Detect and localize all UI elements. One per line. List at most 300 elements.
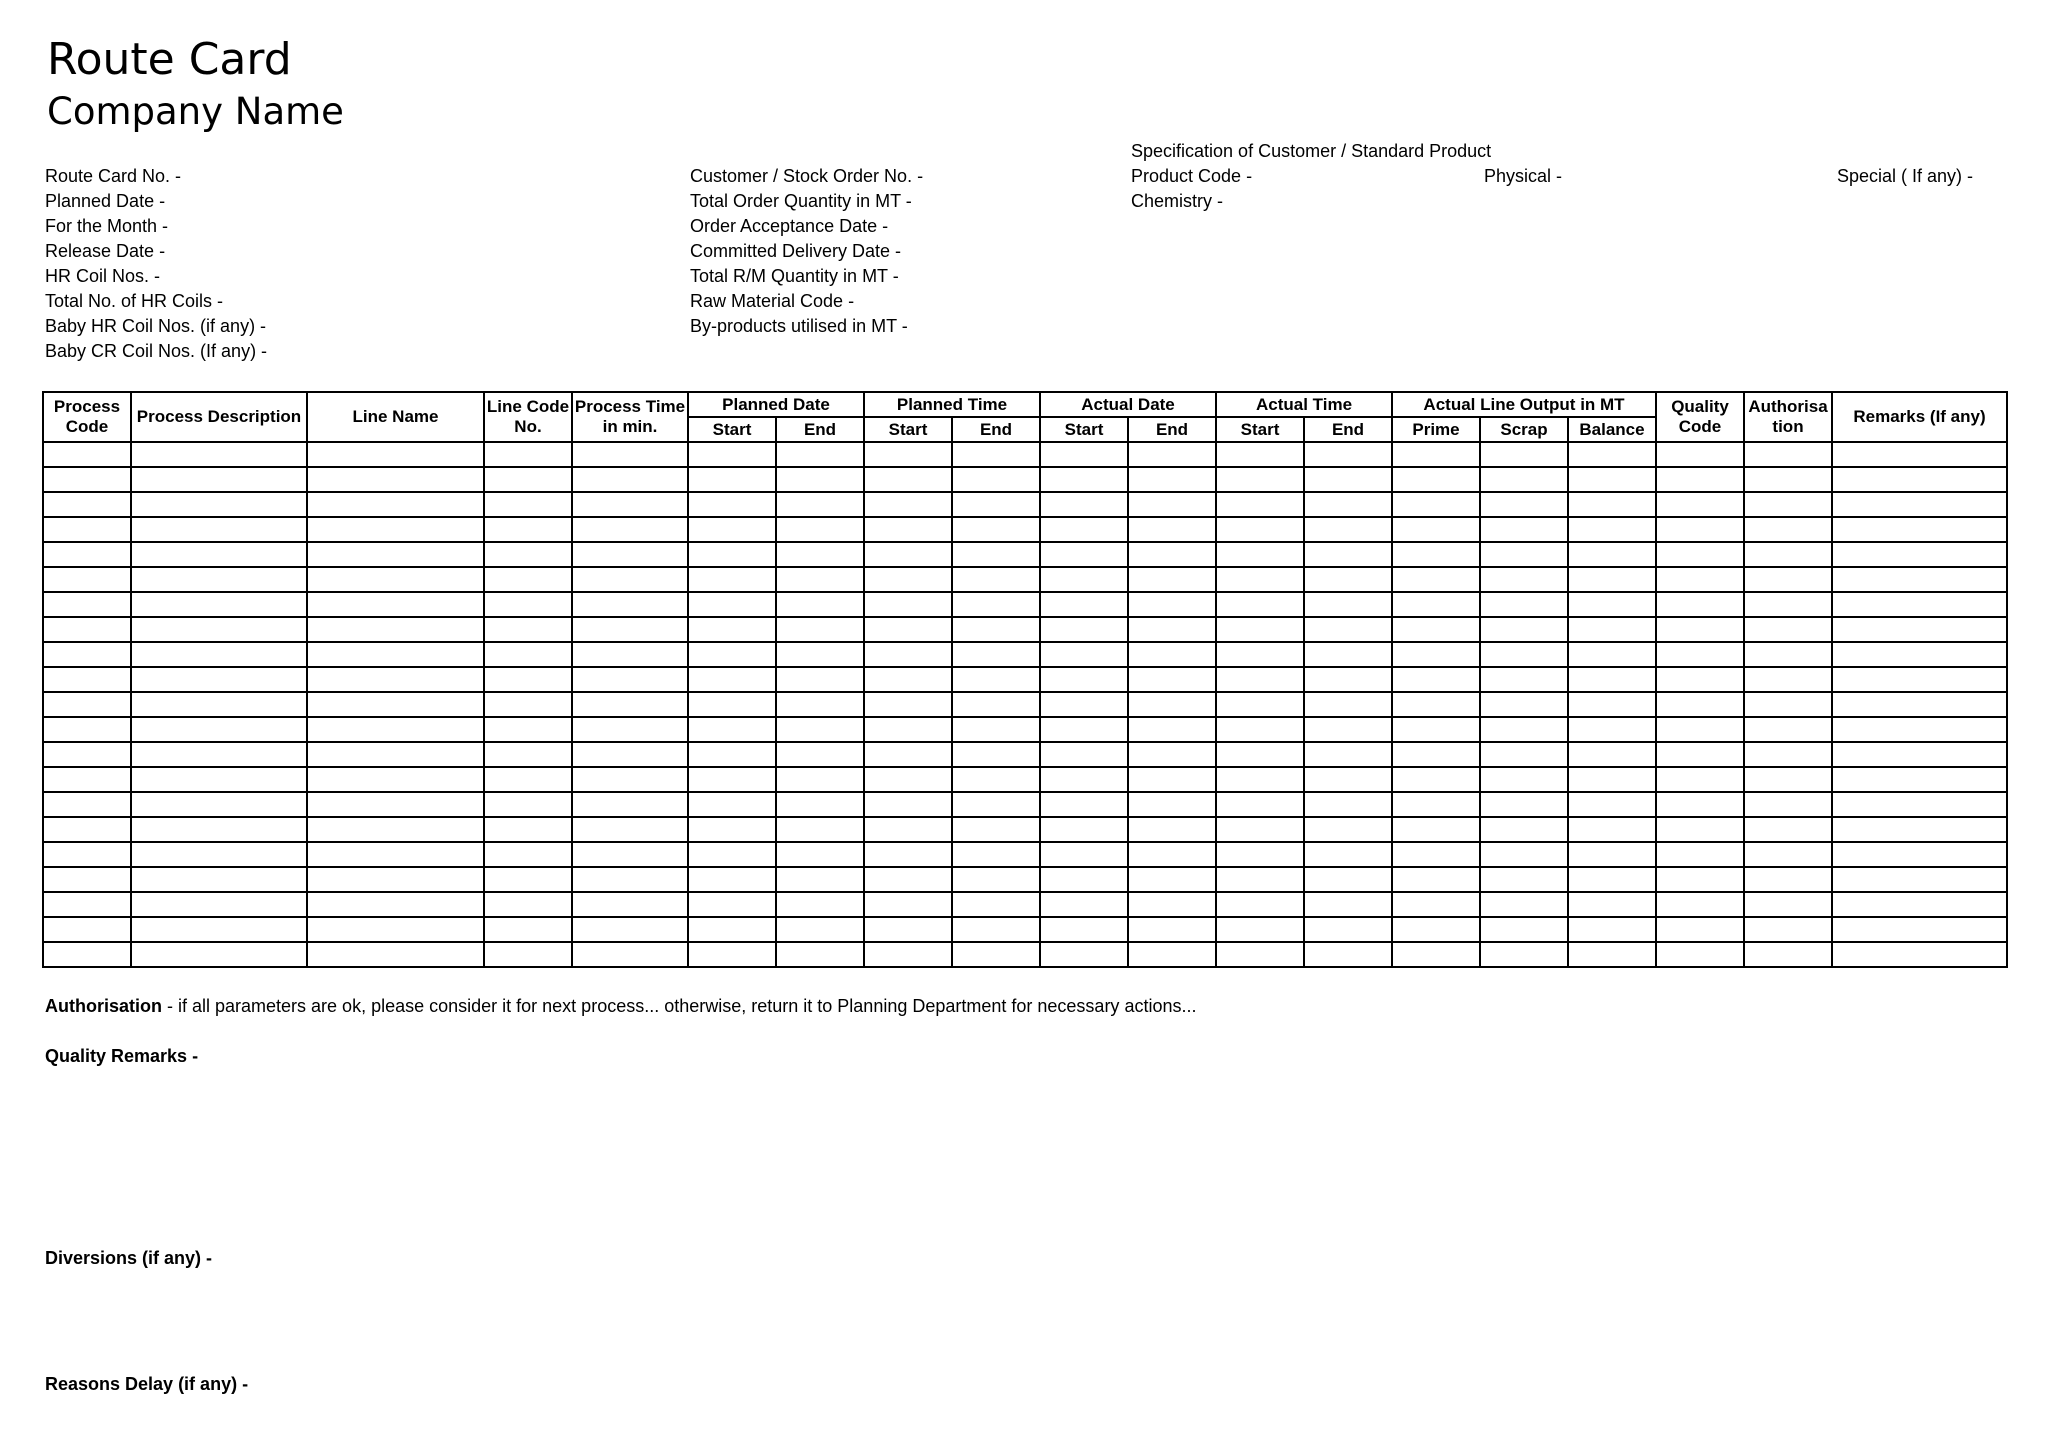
table-cell[interactable] bbox=[1040, 717, 1128, 742]
table-cell[interactable] bbox=[1216, 567, 1304, 592]
table-cell[interactable] bbox=[688, 842, 776, 867]
table-cell[interactable] bbox=[1744, 442, 1832, 467]
table-cell[interactable] bbox=[1656, 692, 1744, 717]
table-cell[interactable] bbox=[1656, 792, 1744, 817]
table-cell[interactable] bbox=[43, 492, 131, 517]
table-cell[interactable] bbox=[1304, 892, 1392, 917]
table-cell[interactable] bbox=[952, 717, 1040, 742]
table-cell[interactable] bbox=[1480, 642, 1568, 667]
table-cell[interactable] bbox=[1128, 742, 1216, 767]
table-cell[interactable] bbox=[688, 617, 776, 642]
table-cell[interactable] bbox=[1744, 817, 1832, 842]
table-cell[interactable] bbox=[1744, 467, 1832, 492]
table-cell[interactable] bbox=[1744, 742, 1832, 767]
table-cell[interactable] bbox=[131, 842, 307, 867]
table-cell[interactable] bbox=[572, 867, 688, 892]
table-cell[interactable] bbox=[1128, 567, 1216, 592]
table-cell[interactable] bbox=[776, 767, 864, 792]
table-cell[interactable] bbox=[131, 817, 307, 842]
table-cell[interactable] bbox=[131, 717, 307, 742]
table-cell[interactable] bbox=[1216, 642, 1304, 667]
table-cell[interactable] bbox=[1480, 667, 1568, 692]
table-cell[interactable] bbox=[484, 492, 572, 517]
table-cell[interactable] bbox=[131, 617, 307, 642]
table-cell[interactable] bbox=[1304, 792, 1392, 817]
table-cell[interactable] bbox=[1832, 842, 2007, 867]
table-cell[interactable] bbox=[1832, 492, 2007, 517]
table-cell[interactable] bbox=[1568, 917, 1656, 942]
table-cell[interactable] bbox=[43, 517, 131, 542]
table-cell[interactable] bbox=[572, 742, 688, 767]
table-cell[interactable] bbox=[572, 767, 688, 792]
table-cell[interactable] bbox=[484, 892, 572, 917]
table-cell[interactable] bbox=[1216, 767, 1304, 792]
table-cell[interactable] bbox=[1480, 842, 1568, 867]
table-cell[interactable] bbox=[1656, 892, 1744, 917]
table-cell[interactable] bbox=[572, 642, 688, 667]
table-cell[interactable] bbox=[1480, 617, 1568, 642]
table-cell[interactable] bbox=[131, 692, 307, 717]
field-by-products[interactable]: By-products utilised in MT - bbox=[690, 316, 908, 336]
table-cell[interactable] bbox=[864, 792, 952, 817]
table-cell[interactable] bbox=[688, 892, 776, 917]
table-cell[interactable] bbox=[1304, 942, 1392, 967]
table-cell[interactable] bbox=[1040, 742, 1128, 767]
reasons-delay-label[interactable]: Reasons Delay (if any) - bbox=[45, 1374, 249, 1394]
table-cell[interactable] bbox=[43, 842, 131, 867]
table-cell[interactable] bbox=[1216, 942, 1304, 967]
table-cell[interactable] bbox=[572, 692, 688, 717]
table-cell[interactable] bbox=[484, 817, 572, 842]
table-cell[interactable] bbox=[131, 867, 307, 892]
table-cell[interactable] bbox=[1392, 642, 1480, 667]
table-cell[interactable] bbox=[688, 717, 776, 742]
table-cell[interactable] bbox=[1128, 642, 1216, 667]
table-cell[interactable] bbox=[1216, 792, 1304, 817]
table-cell[interactable] bbox=[131, 917, 307, 942]
table-cell[interactable] bbox=[1392, 942, 1480, 967]
table-cell[interactable] bbox=[1304, 467, 1392, 492]
table-cell[interactable] bbox=[1480, 767, 1568, 792]
table-cell[interactable] bbox=[1392, 842, 1480, 867]
table-cell[interactable] bbox=[572, 592, 688, 617]
table-cell[interactable] bbox=[864, 867, 952, 892]
table-cell[interactable] bbox=[307, 467, 484, 492]
table-cell[interactable] bbox=[688, 742, 776, 767]
table-cell[interactable] bbox=[1392, 817, 1480, 842]
table-cell[interactable] bbox=[1040, 842, 1128, 867]
table-cell[interactable] bbox=[1128, 817, 1216, 842]
table-cell[interactable] bbox=[572, 792, 688, 817]
field-baby-cr-coil[interactable]: Baby CR Coil Nos. (If any) - bbox=[45, 341, 268, 361]
table-cell[interactable] bbox=[307, 592, 484, 617]
table-cell[interactable] bbox=[1392, 717, 1480, 742]
table-cell[interactable] bbox=[1040, 442, 1128, 467]
table-cell[interactable] bbox=[131, 792, 307, 817]
table-cell[interactable] bbox=[1656, 942, 1744, 967]
table-cell[interactable] bbox=[1304, 617, 1392, 642]
table-cell[interactable] bbox=[1480, 917, 1568, 942]
table-cell[interactable] bbox=[131, 442, 307, 467]
table-cell[interactable] bbox=[1128, 917, 1216, 942]
table-cell[interactable] bbox=[1392, 567, 1480, 592]
table-cell[interactable] bbox=[1040, 667, 1128, 692]
table-cell[interactable] bbox=[43, 767, 131, 792]
table-cell[interactable] bbox=[1568, 592, 1656, 617]
table-cell[interactable] bbox=[1128, 942, 1216, 967]
table-cell[interactable] bbox=[1568, 442, 1656, 467]
table-cell[interactable] bbox=[1480, 442, 1568, 467]
table-cell[interactable] bbox=[688, 517, 776, 542]
table-cell[interactable] bbox=[572, 567, 688, 592]
table-cell[interactable] bbox=[1568, 667, 1656, 692]
field-hr-coil-nos[interactable]: HR Coil Nos. - bbox=[45, 266, 161, 286]
table-cell[interactable] bbox=[307, 742, 484, 767]
table-cell[interactable] bbox=[1128, 842, 1216, 867]
table-cell[interactable] bbox=[484, 642, 572, 667]
table-cell[interactable] bbox=[1216, 917, 1304, 942]
table-cell[interactable] bbox=[484, 467, 572, 492]
field-special[interactable]: Special ( If any) - bbox=[1837, 166, 1974, 186]
table-cell[interactable] bbox=[1040, 642, 1128, 667]
table-cell[interactable] bbox=[1216, 742, 1304, 767]
table-cell[interactable] bbox=[1128, 442, 1216, 467]
table-cell[interactable] bbox=[43, 742, 131, 767]
table-cell[interactable] bbox=[1744, 542, 1832, 567]
table-cell[interactable] bbox=[307, 667, 484, 692]
table-cell[interactable] bbox=[484, 692, 572, 717]
table-cell[interactable] bbox=[1744, 642, 1832, 667]
table-cell[interactable] bbox=[1832, 942, 2007, 967]
table-cell[interactable] bbox=[1040, 617, 1128, 642]
table-cell[interactable] bbox=[1128, 867, 1216, 892]
table-cell[interactable] bbox=[1656, 717, 1744, 742]
table-cell[interactable] bbox=[1392, 892, 1480, 917]
table-cell[interactable] bbox=[1744, 792, 1832, 817]
table-cell[interactable] bbox=[1656, 742, 1744, 767]
table-cell[interactable] bbox=[1568, 767, 1656, 792]
table-cell[interactable] bbox=[1656, 867, 1744, 892]
table-cell[interactable] bbox=[1304, 567, 1392, 592]
table-cell[interactable] bbox=[1216, 717, 1304, 742]
table-cell[interactable] bbox=[1480, 792, 1568, 817]
table-cell[interactable] bbox=[1040, 592, 1128, 617]
table-cell[interactable] bbox=[43, 717, 131, 742]
table-cell[interactable] bbox=[1304, 742, 1392, 767]
table-cell[interactable] bbox=[307, 767, 484, 792]
table-cell[interactable] bbox=[952, 442, 1040, 467]
table-cell[interactable] bbox=[1744, 942, 1832, 967]
field-customer-order-no[interactable]: Customer / Stock Order No. - bbox=[690, 166, 924, 186]
table-cell[interactable] bbox=[43, 442, 131, 467]
table-cell[interactable] bbox=[43, 692, 131, 717]
table-cell[interactable] bbox=[484, 742, 572, 767]
table-cell[interactable] bbox=[1480, 517, 1568, 542]
table-cell[interactable] bbox=[1832, 517, 2007, 542]
table-cell[interactable] bbox=[1568, 642, 1656, 667]
field-committed-delivery-date[interactable]: Committed Delivery Date - bbox=[690, 241, 902, 261]
table-cell[interactable] bbox=[1128, 492, 1216, 517]
table-cell[interactable] bbox=[1040, 942, 1128, 967]
table-cell[interactable] bbox=[776, 817, 864, 842]
table-cell[interactable] bbox=[688, 917, 776, 942]
table-cell[interactable] bbox=[1568, 517, 1656, 542]
table-cell[interactable] bbox=[952, 842, 1040, 867]
table-cell[interactable] bbox=[1832, 442, 2007, 467]
table-cell[interactable] bbox=[1832, 642, 2007, 667]
table-cell[interactable] bbox=[484, 442, 572, 467]
table-cell[interactable] bbox=[688, 692, 776, 717]
table-cell[interactable] bbox=[1568, 617, 1656, 642]
table-cell[interactable] bbox=[1128, 767, 1216, 792]
table-cell[interactable] bbox=[688, 942, 776, 967]
table-cell[interactable] bbox=[131, 567, 307, 592]
table-cell[interactable] bbox=[484, 767, 572, 792]
table-cell[interactable] bbox=[864, 892, 952, 917]
table-cell[interactable] bbox=[1392, 667, 1480, 692]
field-route-card-no[interactable]: Route Card No. - bbox=[45, 166, 182, 186]
table-cell[interactable] bbox=[1832, 742, 2007, 767]
table-cell[interactable] bbox=[952, 617, 1040, 642]
table-cell[interactable] bbox=[952, 542, 1040, 567]
table-cell[interactable] bbox=[1216, 842, 1304, 867]
table-cell[interactable] bbox=[307, 642, 484, 667]
table-cell[interactable] bbox=[1744, 717, 1832, 742]
table-cell[interactable] bbox=[688, 442, 776, 467]
field-planned-date[interactable]: Planned Date - bbox=[45, 191, 166, 211]
table-cell[interactable] bbox=[572, 667, 688, 692]
table-cell[interactable] bbox=[1128, 592, 1216, 617]
table-cell[interactable] bbox=[572, 817, 688, 842]
table-cell[interactable] bbox=[776, 467, 864, 492]
field-total-hr-coils[interactable]: Total No. of HR Coils - bbox=[45, 291, 224, 311]
table-cell[interactable] bbox=[484, 567, 572, 592]
table-cell[interactable] bbox=[1480, 592, 1568, 617]
field-product-code[interactable]: Product Code - bbox=[1131, 166, 1253, 186]
table-cell[interactable] bbox=[484, 942, 572, 967]
table-cell[interactable] bbox=[1216, 617, 1304, 642]
table-cell[interactable] bbox=[1480, 867, 1568, 892]
table-cell[interactable] bbox=[572, 442, 688, 467]
table-cell[interactable] bbox=[1128, 892, 1216, 917]
table-cell[interactable] bbox=[1568, 467, 1656, 492]
table-cell[interactable] bbox=[688, 567, 776, 592]
field-physical[interactable]: Physical - bbox=[1484, 166, 1563, 186]
table-cell[interactable] bbox=[1392, 442, 1480, 467]
table-cell[interactable] bbox=[1656, 842, 1744, 867]
table-cell[interactable] bbox=[1040, 867, 1128, 892]
table-cell[interactable] bbox=[307, 942, 484, 967]
table-cell[interactable] bbox=[688, 867, 776, 892]
table-cell[interactable] bbox=[1744, 842, 1832, 867]
table-cell[interactable] bbox=[307, 617, 484, 642]
table-cell[interactable] bbox=[1128, 467, 1216, 492]
quality-remarks-label[interactable]: Quality Remarks - bbox=[45, 1046, 199, 1066]
table-cell[interactable] bbox=[1216, 867, 1304, 892]
table-cell[interactable] bbox=[572, 542, 688, 567]
table-cell[interactable] bbox=[864, 642, 952, 667]
table-cell[interactable] bbox=[43, 542, 131, 567]
table-cell[interactable] bbox=[307, 542, 484, 567]
table-cell[interactable] bbox=[484, 867, 572, 892]
table-cell[interactable] bbox=[1128, 617, 1216, 642]
table-cell[interactable] bbox=[1216, 517, 1304, 542]
table-cell[interactable] bbox=[776, 667, 864, 692]
table-cell[interactable] bbox=[864, 742, 952, 767]
table-cell[interactable] bbox=[572, 917, 688, 942]
diversions-label[interactable]: Diversions (if any) - bbox=[45, 1248, 213, 1268]
table-cell[interactable] bbox=[1216, 892, 1304, 917]
table-cell[interactable] bbox=[43, 667, 131, 692]
table-cell[interactable] bbox=[688, 542, 776, 567]
field-baby-hr-coil[interactable]: Baby HR Coil Nos. (if any) - bbox=[45, 316, 267, 336]
table-cell[interactable] bbox=[1304, 842, 1392, 867]
table-cell[interactable] bbox=[572, 842, 688, 867]
table-cell[interactable] bbox=[1304, 917, 1392, 942]
table-cell[interactable] bbox=[1040, 917, 1128, 942]
table-cell[interactable] bbox=[776, 892, 864, 917]
table-cell[interactable] bbox=[1040, 467, 1128, 492]
table-cell[interactable] bbox=[1568, 492, 1656, 517]
table-cell[interactable] bbox=[43, 817, 131, 842]
table-cell[interactable] bbox=[1128, 667, 1216, 692]
table-cell[interactable] bbox=[1304, 642, 1392, 667]
table-cell[interactable] bbox=[864, 567, 952, 592]
table-cell[interactable] bbox=[776, 592, 864, 617]
table-cell[interactable] bbox=[1656, 667, 1744, 692]
table-cell[interactable] bbox=[1832, 592, 2007, 617]
table-cell[interactable] bbox=[1656, 617, 1744, 642]
table-cell[interactable] bbox=[1040, 692, 1128, 717]
table-cell[interactable] bbox=[43, 642, 131, 667]
table-cell[interactable] bbox=[688, 467, 776, 492]
table-cell[interactable] bbox=[1392, 767, 1480, 792]
table-cell[interactable] bbox=[1392, 517, 1480, 542]
table-cell[interactable] bbox=[1656, 592, 1744, 617]
table-cell[interactable] bbox=[1656, 642, 1744, 667]
table-cell[interactable] bbox=[1392, 692, 1480, 717]
table-cell[interactable] bbox=[1744, 517, 1832, 542]
table-cell[interactable] bbox=[484, 592, 572, 617]
table-cell[interactable] bbox=[572, 617, 688, 642]
table-cell[interactable] bbox=[1832, 717, 2007, 742]
table-cell[interactable] bbox=[307, 492, 484, 517]
table-cell[interactable] bbox=[776, 842, 864, 867]
table-cell[interactable] bbox=[952, 642, 1040, 667]
table-cell[interactable] bbox=[131, 742, 307, 767]
table-cell[interactable] bbox=[1568, 842, 1656, 867]
table-cell[interactable] bbox=[1480, 567, 1568, 592]
table-cell[interactable] bbox=[776, 517, 864, 542]
table-cell[interactable] bbox=[1128, 792, 1216, 817]
table-cell[interactable] bbox=[1656, 517, 1744, 542]
table-cell[interactable] bbox=[131, 667, 307, 692]
table-cell[interactable] bbox=[1304, 817, 1392, 842]
table-cell[interactable] bbox=[1040, 542, 1128, 567]
table-cell[interactable] bbox=[776, 717, 864, 742]
table-cell[interactable] bbox=[43, 942, 131, 967]
table-cell[interactable] bbox=[307, 917, 484, 942]
table-cell[interactable] bbox=[864, 492, 952, 517]
table-cell[interactable] bbox=[1656, 817, 1744, 842]
table-cell[interactable] bbox=[1568, 892, 1656, 917]
table-cell[interactable] bbox=[776, 917, 864, 942]
table-cell[interactable] bbox=[864, 842, 952, 867]
table-cell[interactable] bbox=[1040, 792, 1128, 817]
table-cell[interactable] bbox=[1568, 867, 1656, 892]
table-cell[interactable] bbox=[572, 892, 688, 917]
table-cell[interactable] bbox=[1744, 592, 1832, 617]
table-cell[interactable] bbox=[1744, 667, 1832, 692]
table-cell[interactable] bbox=[864, 692, 952, 717]
table-cell[interactable] bbox=[131, 492, 307, 517]
field-total-order-qty[interactable]: Total Order Quantity in MT - bbox=[690, 191, 912, 211]
table-cell[interactable] bbox=[776, 792, 864, 817]
table-cell[interactable] bbox=[1568, 792, 1656, 817]
table-cell[interactable] bbox=[1216, 492, 1304, 517]
table-cell[interactable] bbox=[43, 592, 131, 617]
table-cell[interactable] bbox=[776, 692, 864, 717]
table-cell[interactable] bbox=[307, 842, 484, 867]
table-cell[interactable] bbox=[43, 917, 131, 942]
table-cell[interactable] bbox=[776, 742, 864, 767]
table-cell[interactable] bbox=[864, 617, 952, 642]
table-cell[interactable] bbox=[1832, 542, 2007, 567]
table-cell[interactable] bbox=[572, 942, 688, 967]
table-cell[interactable] bbox=[1040, 492, 1128, 517]
table-cell[interactable] bbox=[1392, 742, 1480, 767]
table-cell[interactable] bbox=[131, 642, 307, 667]
table-cell[interactable] bbox=[1216, 667, 1304, 692]
table-cell[interactable] bbox=[307, 867, 484, 892]
table-cell[interactable] bbox=[1744, 767, 1832, 792]
table-cell[interactable] bbox=[864, 942, 952, 967]
table-cell[interactable] bbox=[952, 567, 1040, 592]
field-release-date[interactable]: Release Date - bbox=[45, 241, 166, 261]
table-cell[interactable] bbox=[688, 642, 776, 667]
table-cell[interactable] bbox=[952, 667, 1040, 692]
table-cell[interactable] bbox=[952, 867, 1040, 892]
table-cell[interactable] bbox=[776, 492, 864, 517]
table-cell[interactable] bbox=[688, 767, 776, 792]
table-cell[interactable] bbox=[572, 517, 688, 542]
table-cell[interactable] bbox=[1040, 517, 1128, 542]
table-cell[interactable] bbox=[1304, 667, 1392, 692]
table-cell[interactable] bbox=[1216, 442, 1304, 467]
table-cell[interactable] bbox=[1216, 542, 1304, 567]
field-order-acceptance-date[interactable]: Order Acceptance Date - bbox=[690, 216, 889, 236]
table-cell[interactable] bbox=[484, 917, 572, 942]
table-cell[interactable] bbox=[1128, 692, 1216, 717]
table-cell[interactable] bbox=[952, 467, 1040, 492]
table-cell[interactable] bbox=[307, 692, 484, 717]
table-cell[interactable] bbox=[688, 492, 776, 517]
table-cell[interactable] bbox=[1304, 767, 1392, 792]
table-cell[interactable] bbox=[1744, 892, 1832, 917]
table-cell[interactable] bbox=[43, 792, 131, 817]
table-cell[interactable] bbox=[1744, 617, 1832, 642]
table-cell[interactable] bbox=[131, 467, 307, 492]
table-cell[interactable] bbox=[952, 692, 1040, 717]
table-cell[interactable] bbox=[952, 492, 1040, 517]
field-chemistry[interactable]: Chemistry - bbox=[1131, 191, 1224, 211]
table-cell[interactable] bbox=[1392, 617, 1480, 642]
table-cell[interactable] bbox=[776, 617, 864, 642]
table-cell[interactable] bbox=[1040, 892, 1128, 917]
table-cell[interactable] bbox=[131, 592, 307, 617]
table-cell[interactable] bbox=[43, 467, 131, 492]
table-cell[interactable] bbox=[1568, 717, 1656, 742]
